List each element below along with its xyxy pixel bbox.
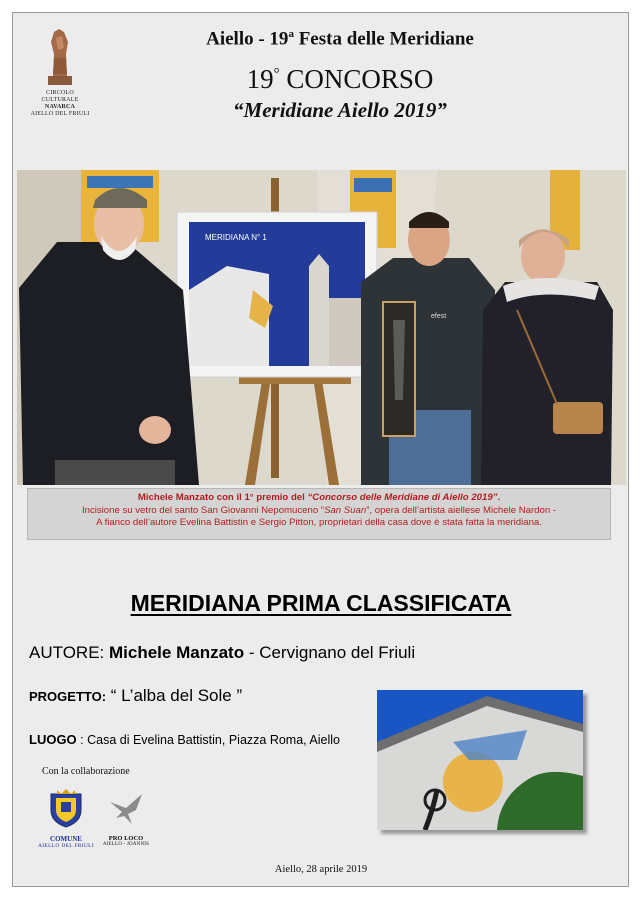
progetto-value: “ L’alba del Sole ”: [106, 686, 243, 705]
comune-sublabel: AIELLO DEL FRIULI: [38, 843, 94, 849]
coat-of-arms-icon: [47, 788, 85, 828]
photo-caption: [27, 488, 611, 540]
comune-logo: [38, 788, 94, 849]
concorso-heading: [150, 64, 530, 95]
award-photo-illustration: [17, 170, 626, 485]
festa-main: Aiello - 19: [206, 28, 289, 50]
caption-line-1: [28, 492, 610, 505]
autore-name: Michele Manzato: [109, 643, 245, 662]
proloco-sublabel: AIELLO - JOANNIS: [102, 842, 150, 847]
concorso-sup: °: [273, 66, 280, 82]
concorso-main: 19: [246, 64, 274, 94]
luogo-value: : Casa di Evelina Battistin, Piazza Roma, Aiello: [76, 733, 340, 747]
logo-caption-line: AIELLO DEL FRIULI: [30, 111, 90, 117]
collaboration-label: Con la collaborazione: [42, 766, 130, 777]
autore-label: AUTORE:: [29, 643, 105, 662]
sundial-photo: [377, 690, 583, 830]
caption-text: ”, opera dell’artista aiellese Michele Nardon -: [366, 504, 557, 516]
festa-heading: [150, 28, 530, 50]
award-photo: [17, 170, 626, 485]
caption-line-3: A fianco dell’autore Evelina Battistin e Sergio Pitton, proprietari della casa dove è stata fatta la meridiana.: [96, 517, 542, 528]
circolo-logo: [30, 24, 90, 124]
sundial-photo-illustration: [377, 690, 583, 830]
caption-text: Incisione su vetro del santo San Giovanni Nepomuceno “: [81, 504, 325, 516]
date-line: Aiello, 28 aprile 2019: [274, 864, 368, 875]
comune-label: COMUNE: [50, 835, 82, 843]
proloco-logo: [96, 788, 156, 847]
concorso-rest: CONCORSO: [279, 64, 434, 94]
progetto-row: [29, 686, 242, 706]
caption-artwork-name: San Suan: [324, 504, 367, 516]
festa-sup: a: [288, 28, 294, 40]
autore-row: [29, 643, 415, 663]
proloco-label: PRO LOCO: [108, 835, 144, 842]
statue-logo-icon: [42, 24, 78, 86]
luogo-row: [29, 732, 340, 747]
meridiane-subtitle: “Meridiane Aiello 2019”: [233, 98, 447, 122]
caption-contest-name: “Concorso delle Meridiane di Aiello 2019”: [307, 492, 498, 503]
logo-caption-line: CIRCOLO CULTURALE: [41, 90, 79, 103]
luogo-label: LUOGO: [29, 732, 77, 747]
progetto-label: PROGETTO:: [29, 689, 107, 704]
logo-caption: [30, 90, 90, 118]
logo-caption-line: NAVARCA: [44, 104, 76, 110]
caption-text: Michele Manzato con il 1° premio del: [137, 492, 308, 503]
shirt-text: efest: [431, 313, 447, 320]
festa-rest: Festa delle Meridiane: [293, 28, 474, 50]
autore-place: - Cervignano del Friuli: [244, 643, 416, 662]
caption-text: .: [497, 492, 501, 503]
bird-logo-icon: [106, 788, 146, 828]
painting-label: MERIDIANA N° 1: [205, 233, 267, 242]
caption-line-2: [28, 505, 610, 518]
award-title: MERIDIANA PRIMA CLASSIFICATA: [130, 590, 512, 616]
